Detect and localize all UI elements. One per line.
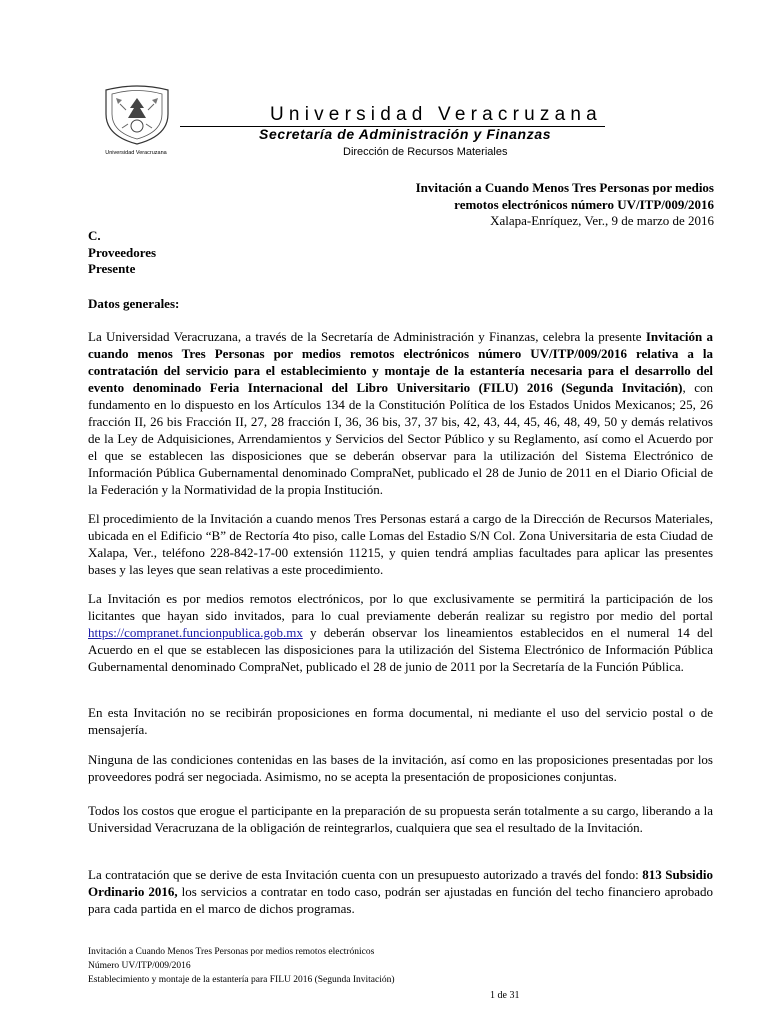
invitation-title-line2: remotos electrónicos número UV/ITP/009/2016 [454, 197, 714, 212]
paragraph-no-documental: En esta Invitación no se recibirán proposiciones en forma documental, ni mediante el uso del servicio postal o de mensajería. [88, 705, 713, 737]
addressee-c: C. [88, 228, 101, 243]
footer-line1: Invitación a Cuando Menos Tres Personas por medios remotos electrónicos [88, 947, 375, 957]
paragraph-budget-text: La contratación que se derive de esta Invitación cuenta con un presupuesto autorizado a través del fondo: [88, 867, 643, 882]
paragraph-intro-bold: Invitación a cuando menos Tres Personas por medios remotos electrónicos número UV/ITP/009/2016 relativa a la contratación del servicio para el establecimiento y montaje de la estantería necesaria para el desarrollo del evento denominado Feria Internacional del Libro Universitario (FILU) 2016 (Segunda Invitación) [88, 329, 713, 395]
university-seal-logo [102, 84, 172, 146]
paragraph-electronic-rest: y deberán observar los lineamientos establecidos en el numeral 14 del Acuerdo en el que se establecen las disposiciones para la utilización del Sistema Electrónico de Información Pública Gubernamental denominado CompraNet, publicado el 28 de junio de 2011 por la Secretaría de la Función Pública. [88, 625, 713, 674]
paragraph-procedure: El procedimiento de la Invitación a cuando menos Tres Personas estará a cargo de la Dirección de Recursos Materiales, ubicada en el Edificio “B” de Rectoría 4to piso, calle Lomas del Estadio S/N Col. Zona Universitaria de esta Ciudad de Xalapa, Ver., teléfono 228-842-17-00 extensión 11215, y quien tendrá amplias facultades para aplicar las presentes bases y las leyes que sean relativas a este procedimiento. [88, 511, 713, 577]
paragraph-electronic [88, 590, 713, 675]
direccion-subtitle: Dirección de Recursos Materiales [343, 146, 508, 158]
page-number: 1 de 31 [490, 990, 520, 1001]
paragraph-intro-rest: , con fundamento en lo dispuesto en los Artículos 134 de la Constitución Política de los Estados Unidos Mexicanos; 25, 26 fracción II, 26 bis Fracción II, 27, 28 fracción I, 36, 36 bis, 37, 37 bis, 42, 43, 44, 45, 46, 48, 49, 50 y demás relativos de la Ley de Adquisiciones, Arrendamientos y Servicios del Sector Público y su Reglamento, así como el Acuerdo por el que se establecen las disposiciones que se deberán observar para la utilización del Sistema Electrónico de Información Pública Gubernamental denominado CompraNet, publicado el 28 de Junio de 2011 en el Diario Oficial de la Federación y la Normatividad de la propia Institución. [88, 380, 713, 497]
addressee-presente: Presente [88, 261, 136, 276]
secretaria-title: Secretaría de Administración y Finanzas [259, 126, 552, 142]
compranet-link[interactable]: https://compranet.funcionpublica.gob.mx [88, 625, 303, 640]
paragraph-intro-text: La Universidad Veracruzana, a través de la Secretaría de Administración y Finanzas, celebra la presente [88, 329, 646, 344]
paragraph-intro [88, 328, 713, 498]
place-date: Xalapa-Enríquez, Ver., 9 de marzo de 2016 [490, 213, 714, 228]
paragraph-costs: Todos los costos que erogue el participante en la preparación de su propuesta serán totalmente a su cargo, liberando a la Universidad Veracruzana de la obligación de reintegrarlos, cualquiera que sea el resultado de la Invitación. [88, 803, 713, 835]
footer-line3: Establecimiento y montaje de la estantería para FILU 2016 (Segunda Invitación) [88, 975, 395, 985]
paragraph-budget-rest: los servicios a contratar en todo caso, podrán ser ajustadas en función del techo financiero aprobado para cada partida en el marco de dichos programas. [88, 884, 713, 916]
section-title: Datos generales: [88, 296, 180, 311]
seal-caption: Universidad Veracruzana [105, 150, 167, 156]
paragraph-electronic-text: La Invitación es por medios remotos electrónicos, por lo que exclusivamente se permitirá la participación de los licitantes que hayan sido invitados, para lo cual previamente deberán realizar su registro por medio del portal [88, 591, 713, 623]
addressee-proveedores: Proveedores [88, 245, 157, 260]
invitation-title-line1: Invitación a Cuando Menos Tres Personas por medios [415, 180, 714, 195]
footer-line2: Número UV/ITP/009/2016 [88, 961, 191, 971]
paragraph-budget [88, 866, 713, 917]
university-title: Universidad Veracruzana [270, 104, 602, 125]
paragraph-budget-fund: 813 Subsidio Ordinario 2016, [88, 867, 713, 899]
paragraph-conditions: Ninguna de las condiciones contenidas en las bases de la invitación, así como en las proposiciones presentadas por los proveedores podrá ser negociada. Asimismo, no se acepta la presentación de proposiciones conjuntas. [88, 752, 713, 784]
